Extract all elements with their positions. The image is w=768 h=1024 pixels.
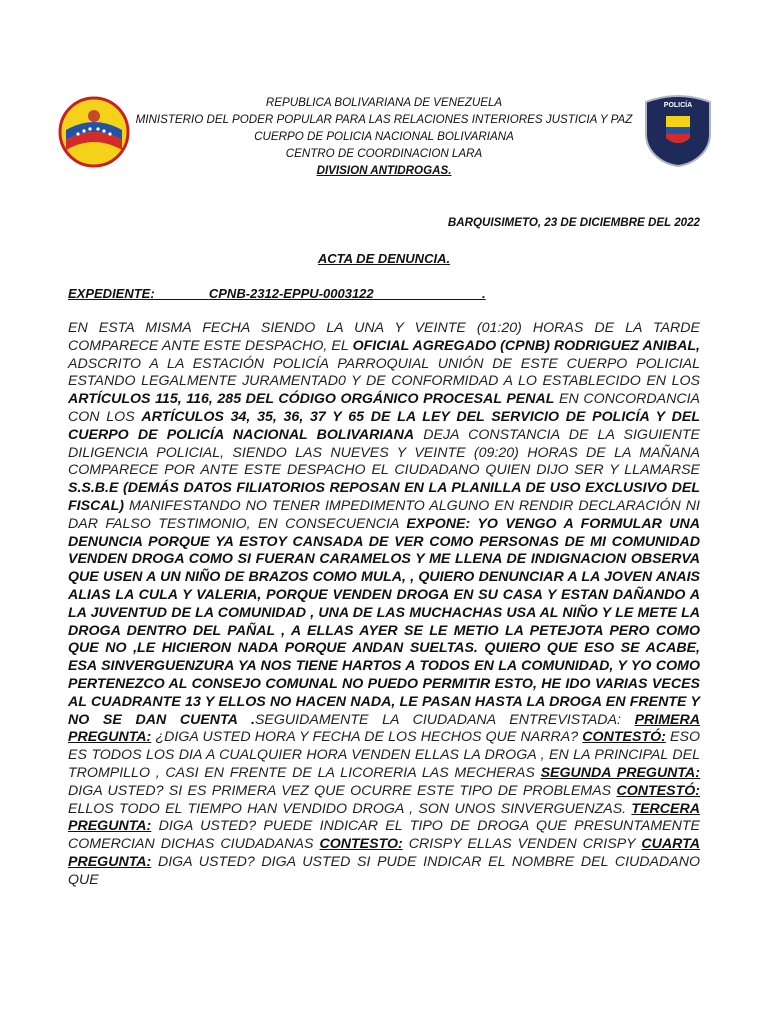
body-segment: DIGA USTED? DIGA USTED SI PUDE INDICAR EL NOMBRE DEL CIUDADANO QUE — [68, 853, 700, 888]
document-header — [130, 94, 638, 179]
body-segment: DIGA USTED? PUEDE INDICAR EL TIPO DE DROGA QUE PRESUNTAMENTE COMERCIAN DICHAS CIUDADANAS — [68, 818, 700, 853]
header-division: DIVISION ANTIDROGAS. — [316, 164, 452, 177]
body-question-label: CONTESTÓ: — [616, 782, 700, 799]
body-segment: ESO ES TODOS LOS DIA A CUALQUIER HORA VENDEN ELLAS LA DROGA , EN LA PRINCIPAL DEL TROMPILLO , CASI EN FRENTE DE LA LICORERIA LAS MECHERAS — [68, 729, 700, 781]
place-date: BARQUISIMETO, 23 DE DICIEMBRE DEL 2022 — [447, 216, 700, 229]
body-bold-segment: ARTÍCULOS 34, 35, 36, 37 Y 65 DE LA LEY DEL SERVICIO DE POLICÍA Y DEL CUERPO DE POLICÍA NACIONAL BOLIVARIANA — [68, 408, 700, 443]
expediente-line — [68, 286, 486, 301]
body-bold-segment: ARTÍCULOS 115, 116, 285 DEL CÓDIGO ORGÁNICO PROCESAL PENAL — [68, 391, 555, 408]
body-question-label: SEGUNDA PREGUNTA: — [540, 764, 701, 781]
document-title: ACTA DE DENUNCIA. — [317, 251, 451, 266]
body-question-label: TERCERA PREGUNTA: — [68, 800, 700, 835]
body-text — [68, 320, 700, 890]
body-segment: ELLOS TODO EL TIEMPO HAN VENDIDO DROGA , SON UNOS SINVERGUENZAS. — [68, 800, 632, 817]
body-segment: CRISPY ELLAS VENDEN CRISPY — [402, 836, 642, 853]
expediente-label: EXPEDIENTE: — [68, 286, 155, 301]
body-segment: EN ESTA MISMA FECHA SIENDO LA UNA Y VEINTE (01:20) HORAS DE LA TARDE COMPARECE ANTE ESTE DESPACHO, EL — [68, 320, 700, 354]
body-segment: ADSCRITO A LA ESTACIÓN POLICÍA PARROQUIAL UNIÓN DE ESTE CUERPO POLICIAL ESTANDO LEGALMENTE JURAMENTAD0 Y DE CONFORMIDAD A LO ESTABLECIDO EN LOS — [68, 355, 700, 390]
body-bold-segment: OFICIAL AGREGADO (CPNB) RODRIGUEZ ANIBAL, — [352, 337, 701, 354]
body-segment: DEJA CONSTANCIA DE LA SIGUIENTE DILIGENCIA POLICIAL, SIENDO LAS NUEVES Y VEINTE (09:20) HORAS DE LA MAÑANA COMPARECE POR ANTE ESTE DESPACHO EL CIUDADANO QUIEN DIJO SER Y LLAMARSE — [68, 426, 700, 479]
header-police-body: CUERPO DE POLICIA NACIONAL BOLIVARIANA — [254, 130, 514, 143]
body-segment: MANIFESTANDO NO TENER IMPEDIMENTO ALGUNO EN RENDIR DECLARACIÓN NI DAR FALSO TESTIMONIO, EN CONSECUENCIA — [68, 497, 700, 532]
expediente-number: CPNB-2312-EPPU-0003122 — [208, 286, 374, 301]
header-ministry: MINISTERIO DEL PODER POPULAR PARA LAS RELACIONES INTERIORES JUSTICIA Y PAZ — [135, 113, 633, 126]
body-segment: DIGA USTED? SI ES PRIMERA VEZ QUE OCURRE ESTE TIPO DE PROBLEMAS — [68, 782, 617, 799]
body-question-label: CONTESTO: — [319, 836, 403, 853]
body-question-label: PRIMERA PREGUNTA: — [68, 711, 700, 746]
body-question-label: CONTESTÓ: — [582, 729, 666, 746]
body-segment: EN CONCORDANCIA CON LOS — [68, 391, 700, 425]
police-shield-top-text: POLICÍA — [663, 102, 693, 109]
body-bold-segment: S.S.B.E (DEMÁS DATOS FILIATORIOS REPOSAN EN LA PLANILLA DE USO EXCLUSIVO DEL FISCAL) — [68, 480, 700, 514]
header-republic: REPUBLICA BOLIVARIANA DE VENEZUELA — [265, 96, 503, 109]
header-coordination-center: CENTRO DE COORDINACION LARA — [285, 147, 483, 160]
ministry-logo — [58, 96, 130, 168]
body-bold-segment: EXPONE: YO VENGO A FORMULAR UNA DENUNCIA PORQUE YA ESTOY CANSADA DE VER COMO PERSONAS DE MI COMUNIDAD VENDEN DROGA COMO SI FUERAN CARAMELOS Y ME LLENA DE INDIGNACION OBSERVA QUE USEN A UN NIÑO DE BRAZOS COMO MULA, , QUIERO DENUNCIAR A LA JOVEN ANAIS ALIAS LA CULA Y VALERIA, PORQUE VENDEN DROGA EN SU CASA Y ESTAN DAÑANDO A LA JUVENTUD DE LA COMUNIDAD , UNA DE LAS MUCHACHAS USA AL NIÑO Y LE METE LA DROGA DENTRO DEL PAÑAL , A ELLAS AYER SE LE METIO LA PETEJOTA PERO COMO QUE NO ,LE HICIERON NADA PORQUE ANDAN SUELTAS. QUIERO QUE ESO SE ACABE, ESA SINVERGUENZURA YA NOS TIENE HARTOS A TODOS EN LA COMUNIDAD, Y YO COMO PERTENEZCO AL CONSEJO COMUNAL NO PUEDO PERMITIR ESTO, HE IDO VARIAS VECES AL CUADRANTE 13 Y ELLOS NO HACEN NADA, LE PASAN HASTA LA DROGA EN FRENTE Y NO SE DAN CUENTA . — [68, 515, 700, 728]
police-shield-logo — [644, 94, 712, 168]
body-segment: ¿DIGA USTED HORA Y FECHA DE LOS HECHOS QUE NARRA? — [151, 729, 583, 746]
body-segment: SEGUIDAMENTE LA CIUDADANA ENTREVISTADA: — [254, 711, 635, 728]
expediente-end: . — [482, 286, 486, 301]
body-question-label: CUARTA PREGUNTA: — [68, 836, 700, 870]
